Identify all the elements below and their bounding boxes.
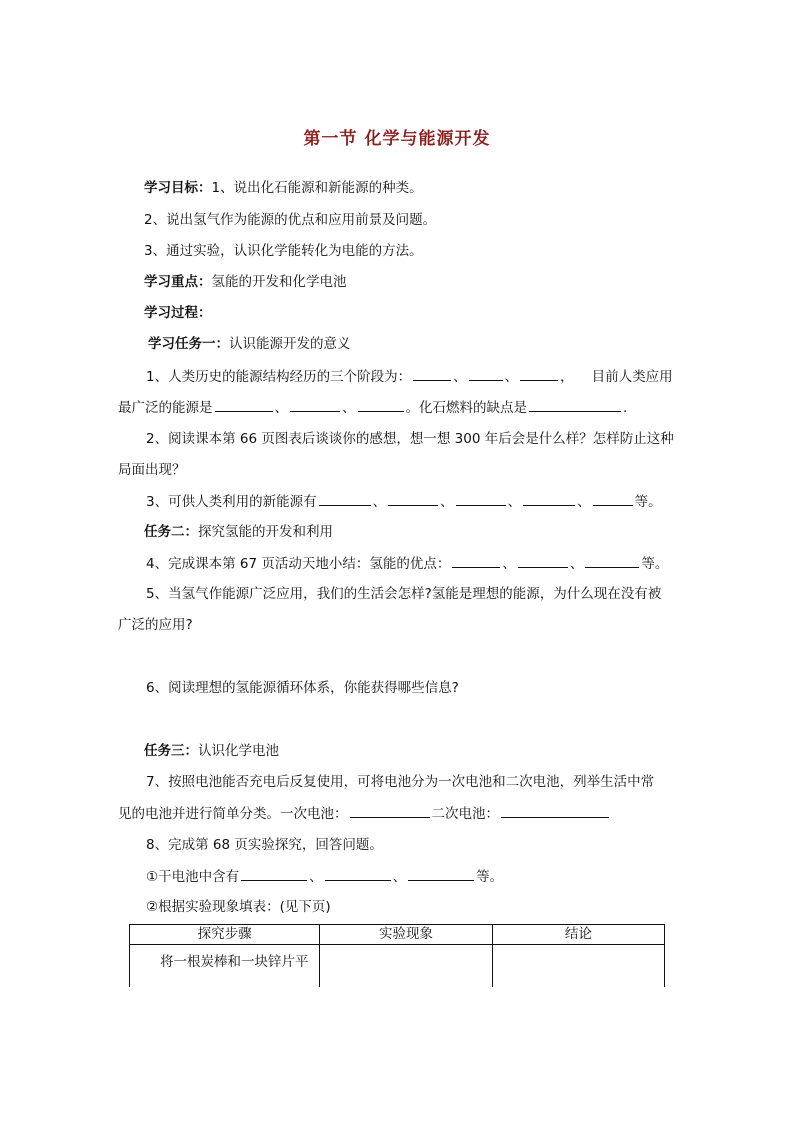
header-steps: 探究步骤 — [130, 925, 320, 945]
q3-text-a: 3、可供人类利用的新能源有 — [146, 494, 317, 510]
question-7-line-2 — [118, 803, 678, 824]
question-1-line-1: 1、人类历史的能源结构经历的三个阶段为： 、 、 ， 目前人类应用 — [146, 366, 706, 387]
task3-text: 认识化学电池 — [198, 743, 279, 759]
goal-2: 2、说出氢气作为能源的优点和应用前景及问题。 — [144, 212, 437, 228]
q1-text-a: 1、人类历史的能源结构经历的三个阶段为： — [146, 369, 412, 385]
step-cell: 将一根炭棒和一块锌片平 — [130, 945, 320, 994]
task2-label: 任务二： — [144, 524, 198, 540]
q8-1-text-a: ①干电池中含有 — [146, 869, 240, 885]
q1-text-d: 。化石燃料的缺点是 — [405, 400, 527, 416]
question-2-line-2: 局面出现？ — [118, 462, 186, 478]
q7-text-b: 见的电池并进行简单分类。一次电池： — [118, 806, 348, 822]
process-label: 学习过程： — [144, 305, 212, 321]
focus-text: 氢能的开发和化学电池 — [211, 274, 347, 290]
task1-label: 学习任务一： — [148, 336, 229, 352]
q7-text-c: 二次电池： — [431, 806, 499, 822]
q4-text-b: 等。 — [641, 556, 669, 572]
blank-stage-2[interactable] — [469, 366, 503, 381]
question-8-1: ①干电池中含有 、 、 等。 — [146, 866, 706, 887]
q1-text-c: 最广泛的能源是 — [118, 400, 213, 416]
header-conclusion: 结论 — [492, 925, 664, 945]
blank-hydrogen-adv-1[interactable] — [452, 553, 500, 568]
question-3: 3、可供人类利用的新能源有 、 、 、 、 等。 — [146, 491, 706, 512]
table-header-row — [130, 925, 665, 945]
task1-heading — [148, 334, 708, 354]
blank-fossil-drawback[interactable] — [529, 397, 621, 412]
task3-label: 任务三： — [144, 743, 198, 759]
blank-hydrogen-adv-2[interactable] — [518, 553, 568, 568]
question-7-line-1: 7、按照电池能否充电后反复使用，可将电池分为一次电池和二次电池，列举生活中常 — [146, 774, 655, 790]
blank-energy-2[interactable] — [290, 397, 340, 412]
blank-dry-cell-3[interactable] — [408, 866, 474, 881]
question-8: 8、完成第 68 页实验探究，回答问题。 — [146, 837, 383, 853]
task2-heading — [144, 522, 704, 542]
question-5-line-1: 5、当氢气作能源广泛应用，我们的生活会怎样?氢能是理想的能源，为什么现在没有被 — [146, 586, 662, 602]
blank-dry-cell-2[interactable] — [325, 866, 391, 881]
blank-stage-1[interactable] — [413, 366, 451, 381]
question-4: 4、完成课本第 67 页活动天地小结：氢能的优点： 、 、 等。 — [146, 553, 706, 574]
blank-primary-battery[interactable] — [350, 803, 430, 818]
blank-new-energy-5[interactable] — [593, 491, 633, 506]
blank-hydrogen-adv-3[interactable] — [585, 553, 639, 568]
blank-new-energy-3[interactable] — [456, 491, 506, 506]
page-title: 第一节 化学与能源开发 — [303, 129, 491, 149]
question-2-line-1: 2、阅读课本第 66 页图表后谈谈你的感想，想一想 300 年后会是什么样？怎样防止这种 — [146, 431, 674, 447]
question-8-2: ②根据实验现象填表：(见下页) — [146, 899, 331, 915]
q1-text-b: 目前人类应用 — [591, 369, 673, 385]
q1-text-e: . — [623, 400, 628, 416]
focus-label: 学习重点： — [144, 274, 212, 290]
blank-new-energy-4[interactable] — [523, 491, 575, 506]
task2-text: 探究氢能的开发和利用 — [198, 524, 333, 540]
experiment-table — [129, 924, 665, 994]
goals-label: 学习目标： — [144, 180, 212, 196]
blank-energy-3[interactable] — [358, 397, 404, 412]
blank-dry-cell-1[interactable] — [241, 866, 307, 881]
question-5-line-2: 广泛的应用? — [118, 617, 193, 633]
blank-stage-3[interactable] — [520, 366, 558, 381]
question-6: 6、阅读理想的氢能源循环体系，你能获得哪些信息? — [146, 680, 459, 696]
goal-1: 1、说出化石能源和新能源的种类。 — [211, 180, 423, 196]
blank-energy-1[interactable] — [215, 397, 273, 412]
focus-line — [144, 272, 704, 292]
page-cutoff — [129, 987, 666, 1007]
q4-text-a: 4、完成课本第 67 页活动天地小结：氢能的优点： — [146, 556, 451, 572]
q3-text-b: 等。 — [634, 494, 662, 510]
task1-text: 认识能源开发的意义 — [229, 336, 351, 352]
blank-new-energy-2[interactable] — [388, 491, 438, 506]
blank-new-energy-1[interactable] — [319, 491, 371, 506]
goal-3: 3、通过实验，认识化学能转化为电能的方法。 — [144, 243, 423, 259]
blank-secondary-battery[interactable] — [501, 803, 609, 818]
q8-1-text-b: 等。 — [476, 869, 504, 885]
header-phenomenon: 实验现象 — [320, 925, 492, 945]
task3-heading — [144, 741, 704, 761]
goal-line-1 — [144, 178, 704, 198]
question-1-line-2: 最广泛的能源是 、 、 。化石燃料的缺点是 . — [118, 397, 678, 418]
